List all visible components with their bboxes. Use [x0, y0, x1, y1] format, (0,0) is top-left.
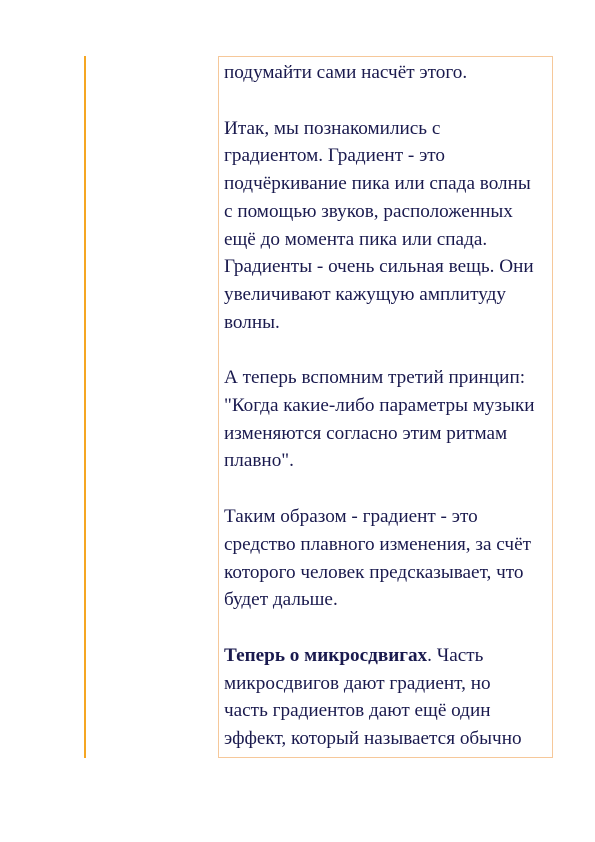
paragraph-3	[224, 364, 552, 475]
text-line: микросдвигов дают градиент, но	[224, 672, 491, 694]
text-line: Градиенты - очень сильная вещь. Они	[224, 256, 534, 278]
text-line: подчёркивание пика или спада волны	[224, 173, 531, 195]
text-line: часть градиентов дают ещё один	[224, 700, 491, 722]
text-line: "Когда какие-либо параметры музыки	[224, 395, 535, 417]
text-line: эффект, который называется обычно	[224, 728, 522, 750]
text-line: волны.	[224, 311, 280, 333]
text-frame	[218, 56, 553, 758]
text-line: ещё до момента пика или спада.	[224, 228, 488, 250]
text-line: увеличивают кажущую амплитуду	[224, 283, 506, 305]
text-line: Итак, мы познакомились с	[224, 117, 441, 139]
text-line	[224, 642, 552, 670]
text-line: изменяются согласно этим ритмам	[224, 422, 508, 444]
margin-rule	[84, 56, 86, 758]
paragraph-1	[224, 59, 552, 87]
paragraph-4	[224, 503, 552, 614]
text-line: плавно".	[224, 450, 294, 472]
paragraph-2	[224, 115, 552, 337]
text-line: А теперь вспомним третий принцип:	[224, 367, 526, 389]
paragraph-5	[224, 642, 552, 753]
text-line: Таким образом - градиент - это	[224, 506, 478, 528]
text-line: будет дальше.	[224, 589, 338, 611]
text-line: подумайти сами насчёт этого.	[224, 62, 468, 83]
text-run: . Часть	[427, 644, 484, 666]
text-line: средство плавного изменения, за счёт	[224, 533, 531, 555]
text-line: с помощью звуков, расположенных	[224, 200, 513, 222]
text-line: градиентом. Градиент - это	[224, 145, 446, 167]
bold-heading-lead: Теперь о микросдвигах	[224, 644, 428, 666]
text-line: которого человек предсказывает, что	[224, 561, 524, 583]
